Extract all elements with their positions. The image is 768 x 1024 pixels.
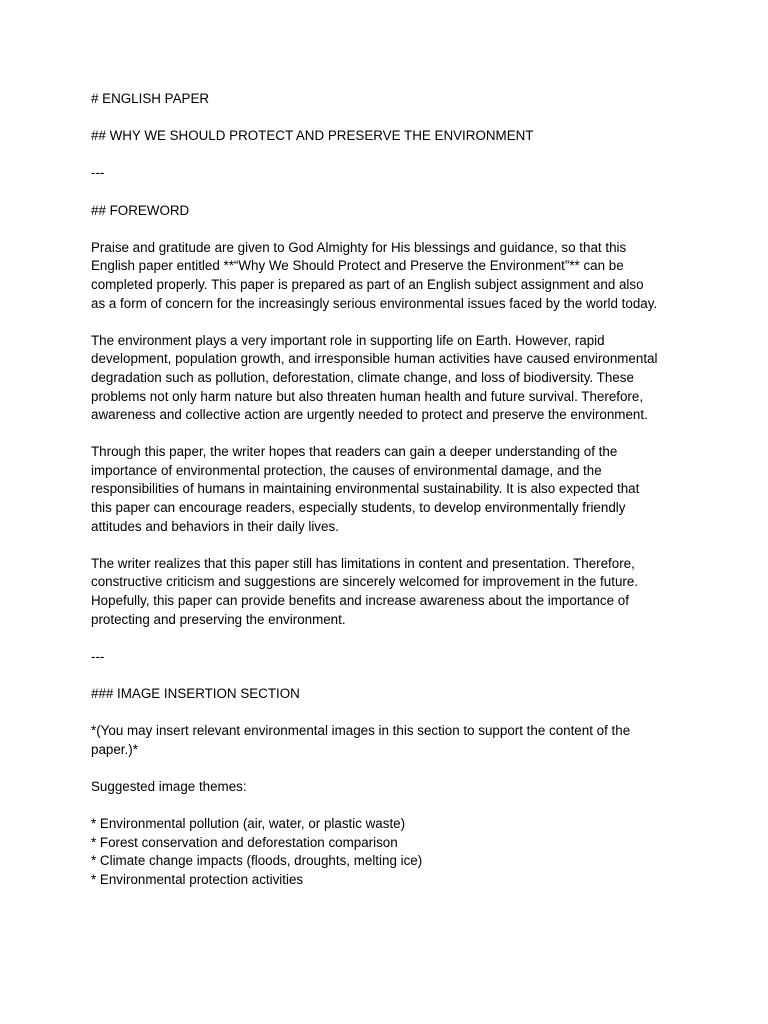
image-section-note: *(You may insert relevant environmental images in this section to support the content of the paper.)* <box>91 723 631 757</box>
list-item: * Environmental pollution (air, water, or plastic waste) <box>91 816 406 832</box>
document-body <box>91 90 691 890</box>
image-section-heading: ### IMAGE INSERTION SECTION <box>91 686 300 701</box>
document-title: # ENGLISH PAPER <box>91 91 210 106</box>
foreword-paragraph-4: The writer realizes that this paper still has limitations in content and presentation. Therefore, constructive criticism and suggestions are sincerely welcomed for improvement in the future. Hopefully, this paper can provide benefits and increase awareness about the importance of protecting and preserving the environment. <box>91 555 639 627</box>
list-item: * Forest conservation and deforestation comparison <box>91 834 398 850</box>
suggested-themes-label: Suggested image themes: <box>91 778 247 794</box>
foreword-paragraph-1: Praise and gratitude are given to God Almighty for His blessings and guidance, so that this English paper entitled **“Why We Should Protect and Preserve the Environment”** can be completed properly. This paper is prepared as part of an English subject assignment and also as a form of concern for the increasingly serious environmental issues faced by the world today. <box>91 239 658 311</box>
foreword-paragraph-3: Through this paper, the writer hopes that readers can gain a deeper understanding of the importance of environmental protection, the causes of environmental damage, and the responsibilities of humans in maintaining environmental sustainability. It is also expected that this paper can encourage readers, especially students, to develop environmentally friendly attitudes and behaviors in their daily lives. <box>91 444 640 534</box>
separator: --- <box>91 165 105 181</box>
foreword-paragraph-2: The environment plays a very important role in supporting life on Earth. However, rapid development, population growth, and irresponsible human activities have caused environmental degradation such as pollution, deforestation, climate change, and loss of biodiversity. These problems not only harm nature but also threaten human health and future survival. Therefore, awareness and collective action are urgently needed to protect and preserve the environment. <box>91 332 658 423</box>
suggested-themes-list <box>91 815 691 889</box>
list-item: * Climate change impacts (floods, droughts, melting ice) <box>91 853 423 869</box>
list-item: * Environmental protection activities <box>91 871 304 887</box>
foreword-heading: ## FOREWORD <box>91 202 190 218</box>
separator: --- <box>91 648 105 664</box>
document-subtitle: ## WHY WE SHOULD PROTECT AND PRESERVE THE ENVIRONMENT <box>91 128 534 144</box>
